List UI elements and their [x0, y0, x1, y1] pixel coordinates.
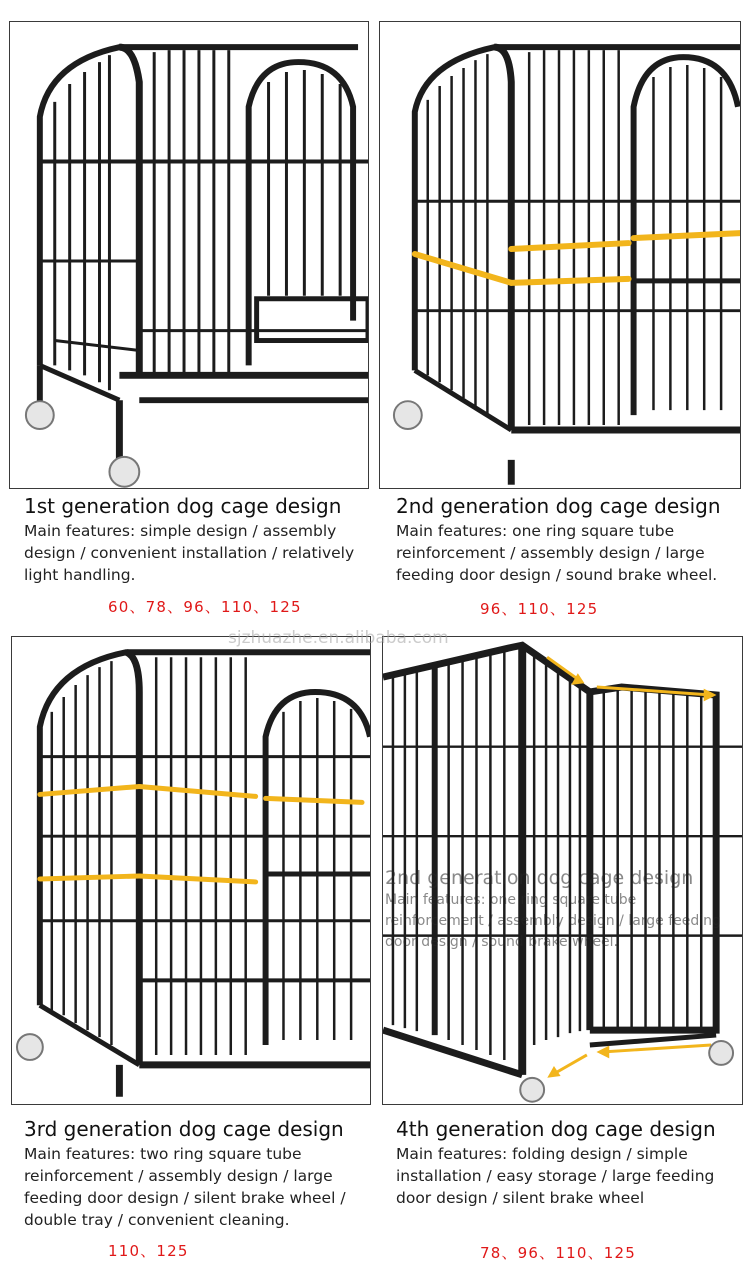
- dog-cage-gen3-image: [11, 636, 371, 1105]
- dog-cage-gen2-image: [379, 21, 741, 489]
- gen2-sizes: 96、110、125: [480, 600, 599, 618]
- gen1-features: Main features: simple design / assembly design / convenient installation / relatively light handling.: [24, 522, 355, 584]
- cage-gen1-illustration: [10, 22, 368, 488]
- dog-cage-gen1-image: [9, 21, 369, 489]
- gen3-caption: [24, 1116, 369, 1231]
- gen4-title: 4th generation dog cage design: [396, 1117, 716, 1141]
- gen3-title: 3rd generation dog cage design: [24, 1117, 344, 1141]
- gen3-sizes: 110、125: [108, 1242, 189, 1260]
- ghost-overlay-caption: [385, 866, 725, 953]
- cage-gen2-illustration: [380, 22, 740, 488]
- gen2-title: 2nd generation dog cage design: [396, 494, 721, 518]
- ghost-overlay-title: 2nd generation dog cage design: [385, 867, 694, 889]
- gen1-sizes: 60、78、96、110、125: [108, 598, 302, 616]
- gen4-sizes: 78、96、110、125: [480, 1244, 637, 1262]
- watermark-text: sjzhuazhe.en.alibaba.com: [228, 628, 449, 648]
- gen2-features: Main features: one ring square tube reinforcement / assembly design / large feeding door design / sound brake wheel.: [396, 522, 718, 584]
- ghost-overlay-features: Main features: one ring square tube reinforcement / assembly design / large feeding door design / sound brake wheel.: [385, 892, 721, 950]
- gen4-caption: [396, 1116, 741, 1209]
- gen4-features: Main features: folding design / simple installation / easy storage / large feeding door design / silent brake wheel: [396, 1145, 715, 1207]
- cage-gen3-illustration: [12, 637, 370, 1104]
- gen1-title: 1st generation dog cage design: [24, 494, 342, 518]
- gen1-caption: [24, 493, 364, 586]
- gen3-features: Main features: two ring square tube reinforcement / assembly design / large feeding door design / silent brake wheel / double tray / convenient cleaning.: [24, 1145, 346, 1229]
- gen2-caption: [396, 493, 741, 586]
